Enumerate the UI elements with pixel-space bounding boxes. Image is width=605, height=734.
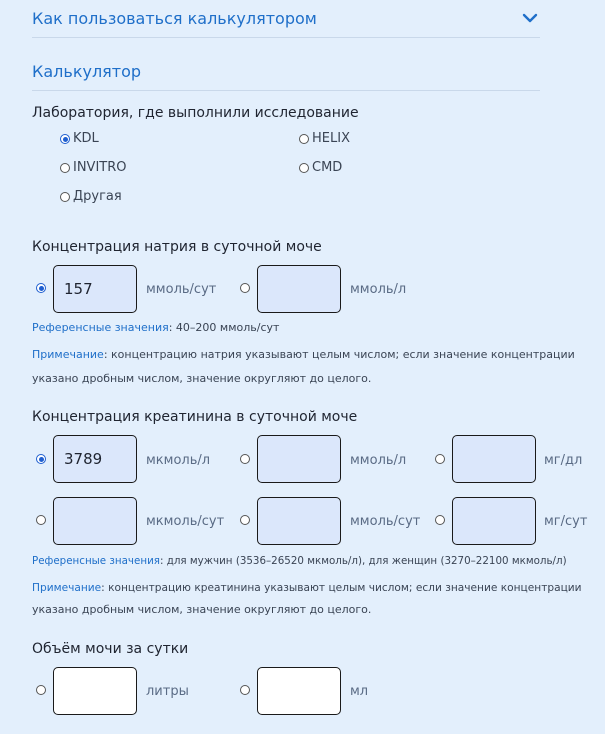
- creatinine-input-umol-day[interactable]: [53, 497, 137, 545]
- sodium-reference-text: : 40–200 ммоль/сут: [168, 321, 280, 334]
- accordion-title: Как пользоваться калькулятором: [32, 9, 317, 28]
- creatinine-unit-umol-day: мкмоль/сут: [146, 514, 225, 529]
- sodium-label: Концентрация натрия в суточной моче: [32, 239, 322, 255]
- creatinine-input-mg-day[interactable]: [452, 497, 536, 545]
- creatinine-note-label: Примечание: [32, 582, 102, 594]
- volume-unit-ml: мл: [350, 684, 369, 699]
- creatinine-reference-text: : для мужчин (3536–26520 мкмоль/л), для женщин (3270–22100 мкмоль/л): [159, 555, 567, 567]
- sodium-input-mmol-day[interactable]: 157: [53, 265, 137, 313]
- creatinine-unit-mg-day: мг/сут: [544, 514, 588, 529]
- creatinine-radio-mg-day[interactable]: [435, 515, 445, 525]
- creatinine-unit-umol-l: мкмоль/л: [146, 453, 211, 468]
- creatinine-note-line2: указано дробным числом, значение округляют до целого.: [32, 603, 372, 616]
- sodium-unit-mmol-l: ммоль/л: [350, 282, 407, 297]
- creatinine-input-mg-dl[interactable]: [452, 435, 536, 483]
- chevron-down-icon[interactable]: [522, 10, 538, 26]
- sodium-input-mmol-l[interactable]: [257, 265, 341, 313]
- lab-radio-invitro[interactable]: [60, 163, 70, 173]
- how-to-use-accordion[interactable]: [32, 6, 540, 38]
- sodium-note-line2: указано дробным числом, значение округляют до целого.: [32, 372, 372, 385]
- sodium-note: [32, 344, 575, 366]
- creatinine-note: [32, 577, 582, 599]
- creatinine-reference-label: Референсные значения: [32, 555, 160, 567]
- calculator-title: Калькулятор: [32, 62, 142, 81]
- divider: [32, 90, 540, 91]
- lab-radio-kdl[interactable]: [60, 134, 70, 144]
- creatinine-unit-mg-dl: мг/дл: [544, 453, 583, 468]
- creatinine-radio-mg-dl[interactable]: [435, 454, 445, 464]
- volume-radio-ml[interactable]: [240, 685, 250, 695]
- lab-label: Лаборатория, где выполнили исследование: [32, 105, 359, 121]
- creatinine-input-umol-l[interactable]: 3789: [53, 435, 137, 483]
- creatinine-reference: [32, 550, 567, 572]
- lab-option-other[interactable]: Другая: [73, 189, 122, 204]
- creatinine-radio-umol-day[interactable]: [36, 515, 46, 525]
- sodium-note-text: : концентрацию натрия указывают целым числом; если значение концентрации: [103, 348, 575, 361]
- sodium-reference: [32, 317, 279, 339]
- creatinine-note-text: : концентрацию креатинина указывают целым числом; если значение концентрации: [101, 582, 582, 594]
- creatinine-input-mmol-day[interactable]: [257, 497, 341, 545]
- volume-radio-liters[interactable]: [36, 685, 46, 695]
- sodium-radio-mmol-l[interactable]: [240, 283, 250, 293]
- lab-option-helix[interactable]: HELIX: [312, 131, 350, 146]
- sodium-note-label: Примечание: [32, 348, 104, 361]
- lab-radio-cmd[interactable]: [299, 163, 309, 173]
- sodium-reference-label: Референсные значения: [32, 321, 169, 334]
- lab-option-invitro[interactable]: INVITRO: [73, 160, 127, 175]
- lab-option-cmd[interactable]: CMD: [312, 160, 343, 175]
- volume-input-liters[interactable]: [53, 667, 137, 715]
- creatinine-label: Концентрация креатинина в суточной моче: [32, 409, 358, 425]
- creatinine-radio-umol-l[interactable]: [36, 454, 46, 464]
- volume-label: Объём мочи за сутки: [32, 641, 189, 657]
- creatinine-input-mmol-l[interactable]: [257, 435, 341, 483]
- creatinine-radio-mmol-day[interactable]: [240, 515, 250, 525]
- creatinine-unit-mmol-l: ммоль/л: [350, 453, 407, 468]
- creatinine-radio-mmol-l[interactable]: [240, 454, 250, 464]
- sodium-unit-mmol-day: ммоль/сут: [146, 282, 217, 297]
- lab-radio-other[interactable]: [60, 192, 70, 202]
- volume-unit-liters: литры: [146, 684, 189, 699]
- creatinine-unit-mmol-day: ммоль/сут: [350, 514, 421, 529]
- lab-radio-helix[interactable]: [299, 134, 309, 144]
- volume-input-ml[interactable]: [257, 667, 341, 715]
- lab-option-kdl[interactable]: KDL: [73, 131, 99, 146]
- sodium-radio-mmol-day[interactable]: [36, 283, 46, 293]
